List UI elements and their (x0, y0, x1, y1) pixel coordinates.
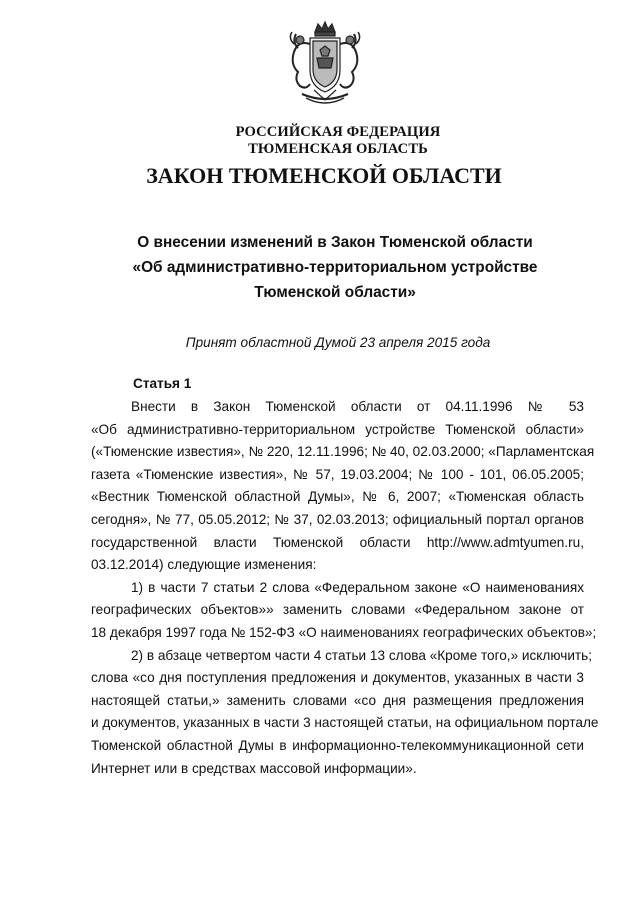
paragraph-line: 1) в части 7 статьи 2 слова «Федеральном законе «О наименованиях (131, 579, 584, 595)
paragraph-line: государственной власти Тюменской области http://www.admtyumen.ru, (91, 534, 584, 550)
law-subject (0, 230, 640, 305)
paragraph-line: Интернет или в средствах массовой информации». (91, 760, 417, 776)
paragraph-line: «Об административно-территориальном устройстве Тюменской области» (91, 421, 584, 437)
paragraph-line: и документов, указанных в части 3 настоящей статьи, на официальном портале (91, 715, 599, 731)
paragraph-line: Внести в Закон Тюменской области от 04.11.1996 № 53 (131, 399, 584, 414)
paragraph-line: газета «Тюменские известия», № 57, 19.03.2004; № 100 - 101, 06.05.2005; (91, 466, 584, 482)
paragraph-line: географических объектов»» заменить словами «Федеральном законе от (91, 602, 584, 618)
paragraph-line: 18 декабря 1997 года № 152-ФЗ «О наименованиях географических объектов»; (91, 624, 597, 640)
law-title: ЗАКОН ТЮМЕНСКОЙ ОБЛАСТИ (146, 163, 502, 188)
article-heading: Статья 1 (133, 376, 192, 391)
coat-of-arms-emblem (282, 20, 368, 110)
article-body (91, 396, 599, 780)
paragraph-line: 03.12.2014) следующие изменения: (91, 557, 317, 573)
federation-heading: РОССИЙСКАЯ ФЕДЕРАЦИЯ (235, 124, 441, 140)
paragraph-line: («Тюменские известия», № 220, 12.11.1996; № 40, 02.03.2000; «Парламентская (91, 444, 595, 460)
paragraph-line: настоящей статьи,» заменить словами «со дня размещения предложения (91, 692, 584, 708)
paragraph-line: Тюменской областной Думы в информационно-телекоммуникационной сети (91, 737, 584, 753)
paragraph-line: «Вестник Тюменской областной Думы», № 6, 2007; «Тюменская область (91, 489, 584, 505)
paragraph-line: сегодня», № 77, 05.05.2012; № 37, 02.03.2013; официальный портал органов (91, 511, 584, 527)
region-heading: ТЮМЕНСКАЯ ОБЛАСТЬ (248, 141, 428, 157)
adoption-note: Принят областной Думой 23 апреля 2015 года (185, 335, 491, 350)
subject-line: Тюменской области» (254, 284, 416, 301)
subject-line: «Об административно-территориальном устройстве (132, 259, 538, 276)
paragraph-line: 2) в абзаце четвертом части 4 статьи 13 слова «Кроме того,» исключить; (131, 647, 592, 663)
subject-line: О внесении изменений в Закон Тюменской области (137, 234, 533, 251)
paragraph-line: слова «со дня поступления предложения и документов, указанных в части 3 (91, 670, 584, 686)
